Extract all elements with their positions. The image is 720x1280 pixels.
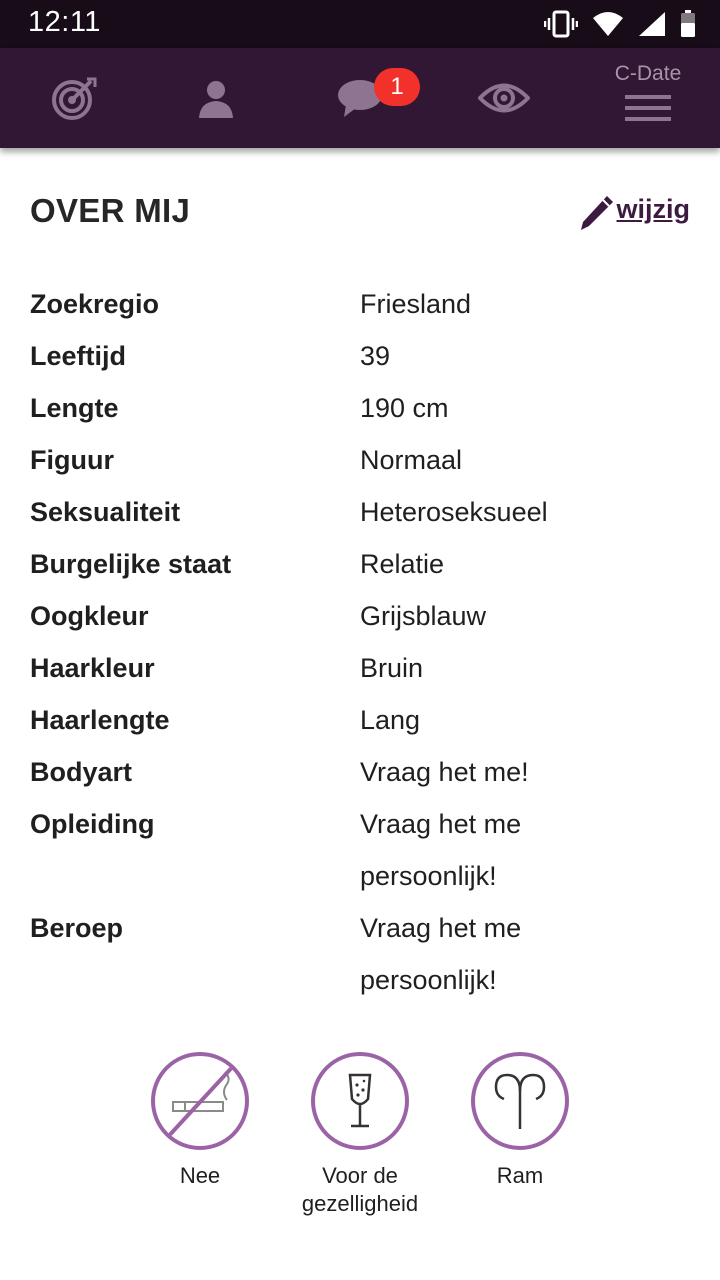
detail-value: Lang <box>360 705 421 735</box>
trait-circle <box>471 1052 569 1150</box>
detail-row <box>30 798 690 902</box>
detail-row <box>30 434 690 486</box>
nav-visitors[interactable] <box>454 48 554 148</box>
detail-row <box>30 746 690 798</box>
nav-radar[interactable] <box>24 48 124 148</box>
no-smoking-icon <box>155 1056 245 1146</box>
detail-key: Zoekregio <box>30 289 160 319</box>
detail-row <box>30 902 690 1006</box>
detail-value: Vraag het me persoonlijk! <box>360 913 522 995</box>
champagne-glass-icon <box>340 1069 380 1133</box>
aries-icon <box>490 1069 550 1133</box>
status-icons <box>544 8 696 40</box>
detail-value: 190 cm <box>360 393 449 423</box>
detail-row <box>30 330 690 382</box>
trait-label: Voor de gezelligheid <box>301 1163 419 1216</box>
trait-zodiac <box>471 1052 569 1218</box>
signal-icon <box>638 11 666 37</box>
brand-label: C-Date <box>614 62 682 85</box>
edit-label: wijzig <box>616 194 690 224</box>
detail-key: Bodyart <box>30 757 133 787</box>
wifi-icon <box>592 11 624 37</box>
detail-key: Lengte <box>30 393 119 423</box>
status-time: 12:11 <box>28 6 101 38</box>
profile-icon <box>196 78 236 118</box>
menu-icon <box>625 93 671 123</box>
detail-row <box>30 694 690 746</box>
trait-circle <box>151 1052 249 1150</box>
detail-value: Friesland <box>360 289 472 319</box>
trait-label: Nee <box>179 1163 221 1188</box>
profile-details <box>30 278 690 1006</box>
status-bar <box>0 0 720 48</box>
trait-circle <box>311 1052 409 1150</box>
detail-key: Haarlengte <box>30 705 170 735</box>
detail-key: Seksualiteit <box>30 497 181 527</box>
detail-value: Grijsblauw <box>360 601 487 631</box>
nav-profile[interactable] <box>166 48 266 148</box>
trait-drinking <box>301 1052 419 1218</box>
eye-icon <box>478 81 530 115</box>
battery-icon <box>680 10 696 38</box>
detail-row <box>30 486 690 538</box>
detail-key: Burgelijke staat <box>30 549 232 579</box>
section-title: OVER MIJ <box>30 192 191 229</box>
detail-value: Vraag het me! <box>360 757 529 787</box>
detail-key: Haarkleur <box>30 653 155 683</box>
detail-row <box>30 382 690 434</box>
detail-row <box>30 642 690 694</box>
detail-value: Vraag het me persoonlijk! <box>360 809 522 891</box>
detail-row <box>30 538 690 590</box>
detail-value: 39 <box>360 341 391 371</box>
radar-icon <box>51 75 97 121</box>
detail-value: Normaal <box>360 445 463 475</box>
detail-key: Opleiding <box>30 809 155 839</box>
edit-link[interactable] <box>579 194 691 232</box>
detail-row <box>30 590 690 642</box>
trait-label: Ram <box>496 1163 544 1188</box>
detail-value: Bruin <box>360 653 424 683</box>
detail-key: Beroep <box>30 913 124 943</box>
detail-key: Leeftijd <box>30 341 127 371</box>
detail-value: Relatie <box>360 549 445 579</box>
pencil-icon <box>579 194 615 232</box>
messages-badge: 1 <box>374 68 420 106</box>
trait-smoking <box>151 1052 249 1218</box>
detail-value: Heteroseksueel <box>360 497 548 527</box>
trait-icons <box>0 1052 720 1218</box>
detail-row <box>30 278 690 330</box>
detail-key: Oogkleur <box>30 601 149 631</box>
nav-menu[interactable] <box>598 58 698 158</box>
vibrate-icon <box>544 10 578 38</box>
detail-key: Figuur <box>30 445 114 475</box>
app-header <box>0 48 720 148</box>
